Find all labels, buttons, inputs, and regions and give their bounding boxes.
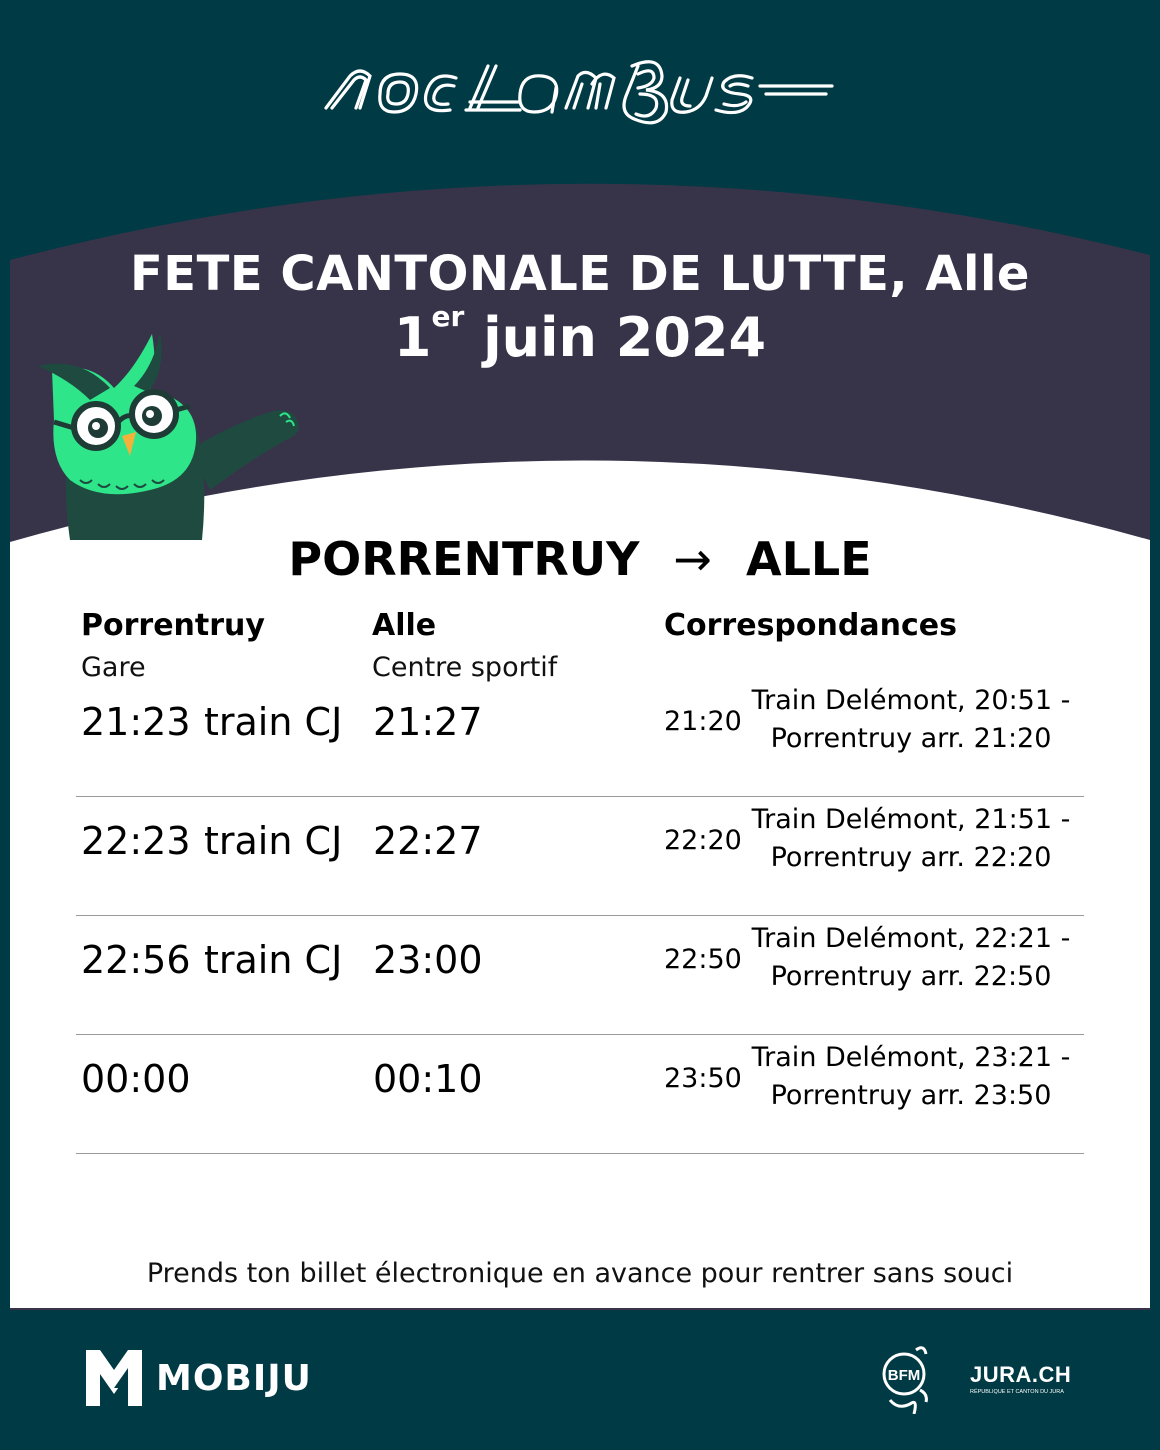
connection-line-1: Train Delémont, 20:51 - [751, 685, 1071, 716]
connection-line-2: Porrentruy arr. 22:20 [770, 842, 1052, 873]
connection-line-2: Porrentruy arr. 22:50 [770, 961, 1052, 992]
connection-line-2: Porrentruy arr. 21:20 [770, 723, 1052, 754]
connection-line-1: Train Delémont, 22:21 - [751, 923, 1071, 954]
connection-line-2: Porrentruy arr. 23:50 [770, 1080, 1052, 1111]
arrival-time: 22:27 [373, 819, 483, 863]
bfm-logo [876, 1344, 934, 1414]
route-from: PORRENTRUY [288, 532, 640, 586]
arrival-column-subtitle: Centre sportif [372, 652, 558, 683]
table-row [76, 797, 1084, 916]
departure-time: 22:56 [81, 938, 191, 982]
route-heading [0, 532, 1160, 586]
train-type: train CJ [204, 938, 343, 982]
connection-time: 21:20 [664, 706, 742, 737]
jura-label: JURA.CH [970, 1362, 1072, 1387]
departure-column-subtitle: Gare [81, 652, 146, 683]
row-divider [76, 1153, 1084, 1154]
route-arrow-icon: → [673, 532, 712, 586]
arrival-time: 21:27 [373, 700, 483, 744]
arrival-column-title: Alle [372, 608, 437, 643]
departure-time: 22:23 [81, 819, 191, 863]
train-type: train CJ [204, 700, 343, 744]
noctambus-logo [320, 36, 840, 136]
jura-logo [970, 1362, 1086, 1398]
route-to: ALLE [745, 532, 872, 586]
event-date-suffix: er [431, 300, 465, 333]
connection-time: 23:50 [664, 1063, 742, 1094]
event-title: FETE CANTONALE DE LUTTE, Alle [130, 246, 1030, 302]
mobiju-label: MOBIJU [156, 1357, 312, 1399]
departure-time: 21:23 [81, 700, 191, 744]
arrival-time: 23:00 [373, 938, 483, 982]
connection-time: 22:50 [664, 944, 742, 975]
connections-column-title: Correspondances [664, 608, 957, 643]
connection-time: 22:20 [664, 825, 742, 856]
connection-details [746, 920, 1076, 996]
mobiju-logo [84, 1348, 312, 1408]
table-row [76, 678, 1084, 797]
train-type: train CJ [204, 819, 343, 863]
table-row [76, 916, 1084, 1035]
connection-details [746, 1039, 1076, 1115]
connection-line-1: Train Delémont, 21:51 - [751, 804, 1071, 835]
bfm-label: BFM [887, 1367, 921, 1384]
connection-line-1: Train Delémont, 23:21 - [751, 1042, 1071, 1073]
connection-details [746, 682, 1076, 758]
table-row [76, 1035, 1084, 1154]
departure-time: 00:00 [81, 1057, 191, 1101]
departure-column-title: Porrentruy [81, 608, 265, 643]
mobiju-m-icon [84, 1348, 144, 1408]
jura-sublabel: RÉPUBLIQUE ET CANTON DU JURA [970, 1389, 1064, 1395]
owl-mascot-icon [30, 330, 320, 540]
ticket-note: Prends ton billet électronique en avance pour rentrer sans souci [146, 1258, 1014, 1289]
event-date-day: 1 [393, 306, 432, 369]
arrival-time: 00:10 [373, 1057, 483, 1101]
event-date-rest: juin 2024 [464, 306, 767, 369]
connection-details [746, 801, 1076, 877]
